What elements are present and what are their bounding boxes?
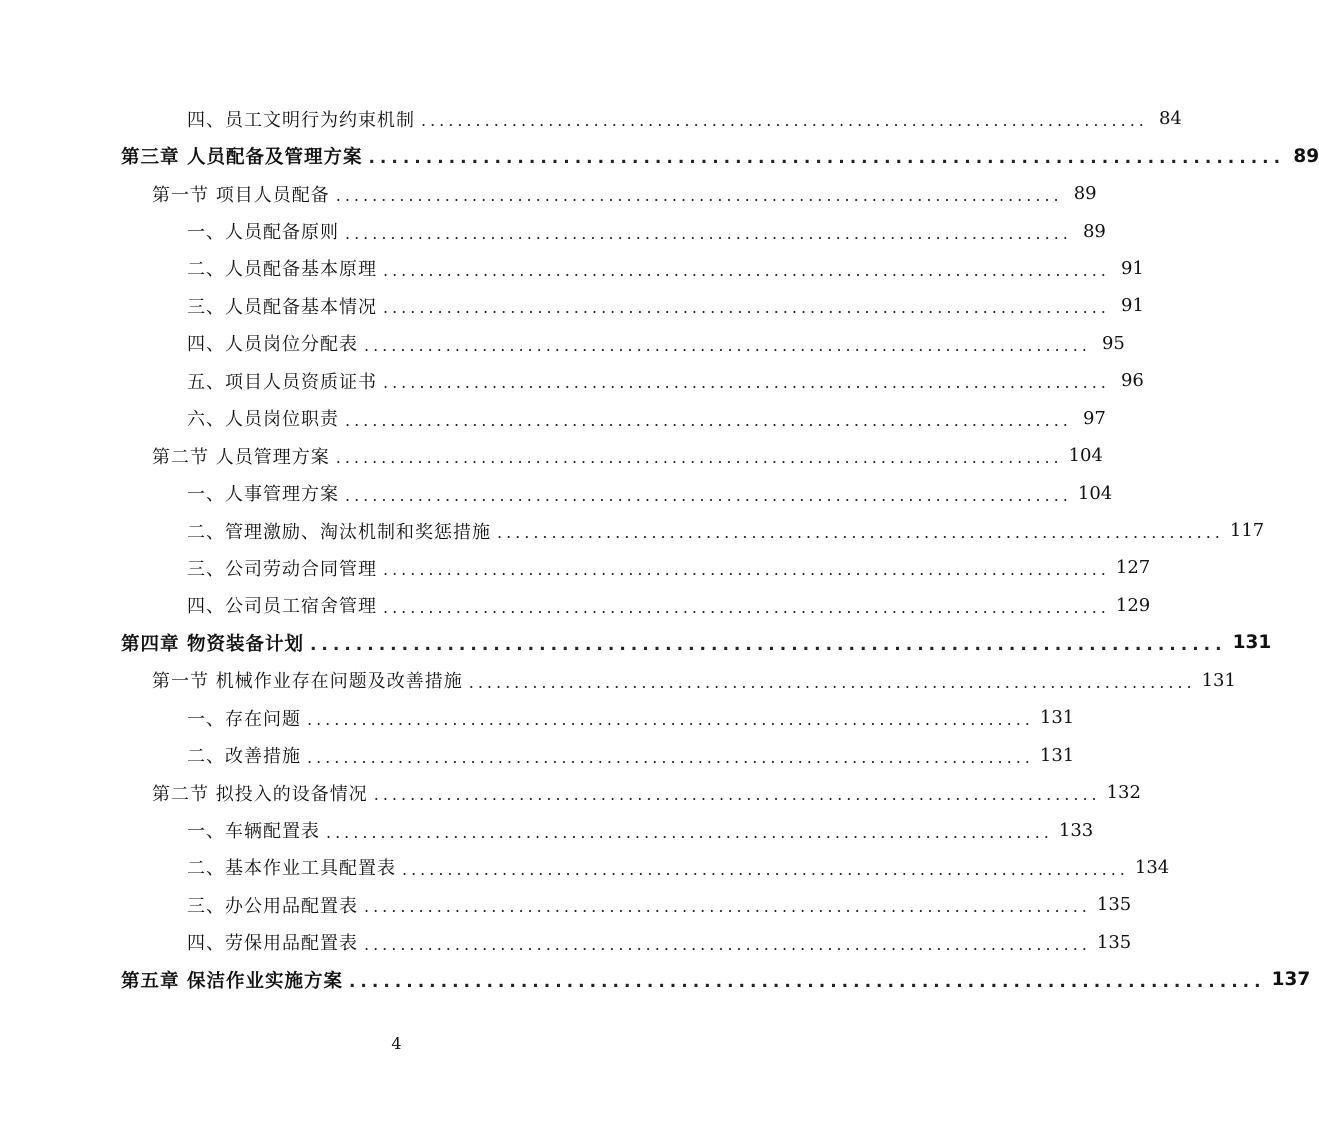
toc-dot-leader: ................................................................................	[383, 373, 1110, 393]
toc-entry-page: 131	[1201, 669, 1236, 691]
toc-entry-item[interactable]	[0, 325, 1125, 362]
toc-dot-leader: ................................................................................	[348, 971, 1266, 992]
table-of-contents	[0, 100, 1319, 999]
toc-dot-leader: ................................................................................	[383, 560, 1110, 580]
toc-entry-page: 131	[1039, 707, 1075, 729]
toc-entry-title: 二、改善措施	[187, 746, 301, 768]
toc-entry-item[interactable]	[0, 287, 1144, 324]
toc-entry-page: 132	[1106, 782, 1141, 804]
toc-entry-item[interactable]	[0, 212, 1106, 249]
toc-entry-title: 第五章 保洁作业实施方案	[121, 970, 343, 992]
toc-entry-page: 89	[1082, 220, 1106, 242]
toc-entry-title: 二、基本作业工具配置表	[187, 858, 396, 880]
toc-entry-item[interactable]	[0, 250, 1144, 287]
toc-entry-title: 第二节 拟投入的设备情况	[152, 783, 368, 805]
toc-dot-leader: ................................................................................	[309, 634, 1227, 655]
toc-entry-page: 96	[1120, 370, 1144, 392]
toc-entry-title: 三、办公用品配置表	[187, 895, 358, 917]
toc-entry-page: 135	[1096, 931, 1132, 953]
toc-entry-page: 95	[1101, 332, 1125, 354]
toc-entry-title: 四、公司员工宿舍管理	[187, 596, 377, 618]
toc-entry-page: 91	[1120, 257, 1144, 279]
toc-entry-title: 四、人员岗位分配表	[187, 334, 358, 356]
toc-entry-title: 第二节 人员管理方案	[152, 446, 330, 468]
toc-entry-page: 135	[1096, 894, 1132, 916]
toc-entry-page: 104	[1068, 445, 1103, 467]
toc-entry-item[interactable]	[0, 587, 1151, 624]
toc-entry-title: 二、人员配备基本原理	[187, 259, 377, 281]
toc-entry-title: 第一节 项目人员配备	[152, 184, 330, 206]
toc-entry-page: 127	[1115, 557, 1151, 579]
toc-entry-item[interactable]	[0, 924, 1132, 961]
toc-entry-chapter[interactable]	[0, 137, 1319, 174]
toc-entry-title: 五、项目人员资质证书	[187, 371, 377, 393]
toc-dot-leader: ................................................................................	[402, 859, 1129, 879]
toc-entry-title: 三、公司劳动合同管理	[187, 558, 377, 580]
toc-dot-leader: ................................................................................	[307, 710, 1034, 730]
toc-entry-item[interactable]	[0, 512, 1265, 549]
toc-dot-leader: ................................................................................	[307, 747, 1034, 767]
toc-entry-item[interactable]	[0, 549, 1151, 586]
toc-entry-section[interactable]	[0, 774, 1141, 811]
toc-entry-section[interactable]	[0, 437, 1103, 474]
toc-entry-section[interactable]	[0, 662, 1236, 699]
toc-entry-title: 四、劳保用品配置表	[187, 933, 358, 955]
toc-entry-title: 一、车辆配置表	[187, 821, 320, 843]
toc-entry-title: 第四章 物资装备计划	[121, 633, 304, 655]
toc-entry-title: 六、人员岗位职责	[187, 409, 339, 431]
toc-entry-page: 137	[1271, 969, 1311, 991]
toc-entry-page: 89	[1293, 145, 1319, 167]
toc-entry-item[interactable]	[0, 849, 1170, 886]
toc-entry-page: 117	[1229, 520, 1265, 542]
toc-dot-leader: ................................................................................	[421, 111, 1148, 131]
toc-entry-item[interactable]	[0, 811, 1094, 848]
toc-entry-page: 89	[1073, 183, 1097, 205]
toc-entry-title: 三、人员配备基本情况	[187, 296, 377, 318]
toc-entry-page: 134	[1134, 856, 1170, 878]
toc-entry-item[interactable]	[0, 100, 1182, 137]
toc-dot-leader: ................................................................................	[383, 298, 1110, 318]
toc-dot-leader: ................................................................................	[345, 485, 1072, 505]
toc-entry-item[interactable]	[0, 400, 1106, 437]
toc-entry-item[interactable]	[0, 362, 1144, 399]
toc-dot-leader: ................................................................................	[345, 410, 1072, 430]
toc-entry-title: 二、管理激励、淘汰机制和奖惩措施	[187, 521, 491, 543]
toc-entry-item[interactable]	[0, 886, 1132, 923]
toc-entry-chapter[interactable]	[0, 961, 1311, 998]
toc-dot-leader: ................................................................................	[335, 448, 1063, 468]
toc-entry-page: 133	[1058, 819, 1094, 841]
toc-dot-leader: ................................................................................	[383, 260, 1110, 280]
toc-entry-chapter[interactable]	[0, 624, 1272, 661]
toc-dot-leader: ................................................................................	[497, 523, 1224, 543]
toc-entry-page: 104	[1077, 482, 1113, 504]
toc-entry-page: 131	[1039, 744, 1075, 766]
toc-dot-leader: ................................................................................	[468, 672, 1196, 692]
toc-dot-leader: ................................................................................	[326, 822, 1053, 842]
toc-dot-leader: ................................................................................	[364, 934, 1091, 954]
toc-entry-title: 四、员工文明行为约束机制	[187, 109, 415, 131]
toc-entry-title: 一、存在问题	[187, 708, 301, 730]
toc-entry-title: 一、人员配备原则	[187, 222, 339, 244]
toc-dot-leader: ................................................................................	[364, 897, 1091, 917]
toc-entry-section[interactable]	[0, 175, 1097, 212]
toc-entry-page: 84	[1158, 108, 1182, 130]
toc-dot-leader: ................................................................................	[335, 186, 1063, 206]
toc-entry-page: 91	[1120, 295, 1144, 317]
toc-dot-leader: ................................................................................	[364, 335, 1091, 355]
toc-dot-leader: ................................................................................	[383, 597, 1110, 617]
toc-entry-item[interactable]	[0, 474, 1113, 511]
toc-dot-leader: ................................................................................	[368, 148, 1286, 169]
toc-entry-title: 一、人事管理方案	[187, 484, 339, 506]
toc-entry-page: 131	[1232, 632, 1272, 654]
toc-entry-page: 97	[1082, 407, 1106, 429]
toc-entry-title: 第一节 机械作业存在问题及改善措施	[152, 671, 463, 693]
toc-dot-leader: ................................................................................	[345, 223, 1072, 243]
toc-entry-item[interactable]	[0, 736, 1075, 773]
toc-dot-leader: ................................................................................	[373, 785, 1101, 805]
page-number: 4	[391, 1034, 402, 1053]
toc-entry-item[interactable]	[0, 699, 1075, 736]
toc-entry-title: 第三章 人员配备及管理方案	[121, 147, 363, 169]
toc-entry-page: 129	[1115, 594, 1151, 616]
